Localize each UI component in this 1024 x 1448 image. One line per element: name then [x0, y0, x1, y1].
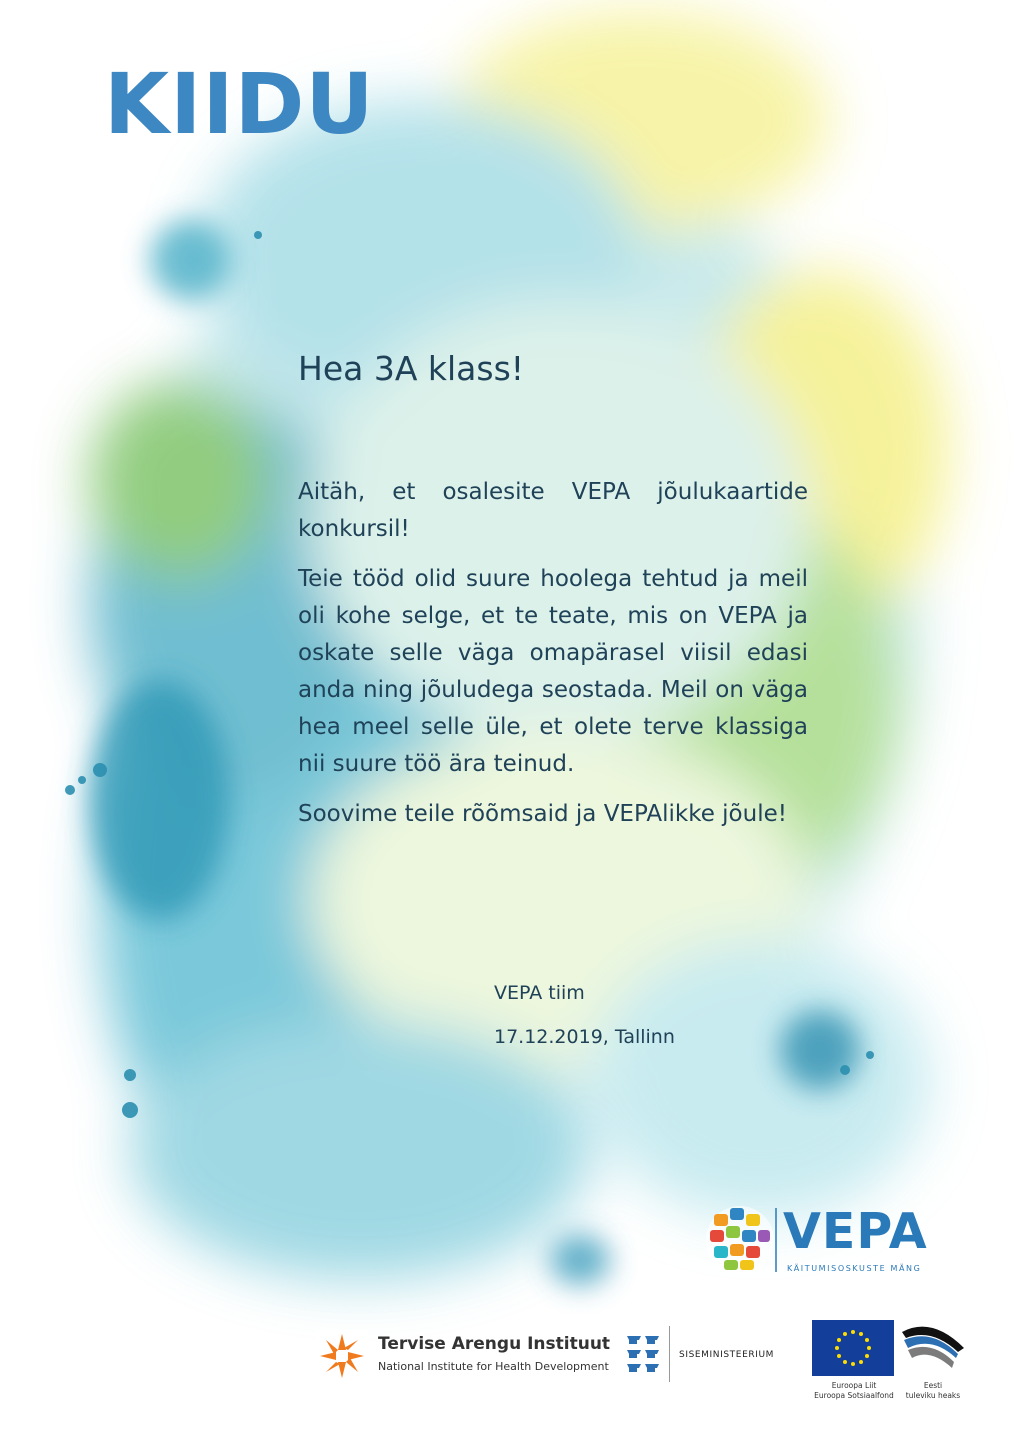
eu-flag-icon — [812, 1320, 894, 1376]
vepa-wordmark: VEPA — [783, 1203, 928, 1260]
eu-caption-line1: Euroopa Liit — [831, 1381, 877, 1390]
eesti-caption-line1: Eesti — [923, 1381, 943, 1390]
eesti-tuleviku-heaks-logo-icon — [898, 1318, 968, 1378]
letter-greeting: Hea 3A klass! — [298, 349, 525, 388]
paragraph-thanks: Aitäh, et osalesite VEPA jõulukaartide konkursil! — [298, 479, 808, 542]
tai-subtitle: National Institute for Health Development — [378, 1360, 609, 1373]
signature: VEPA tiim — [494, 982, 585, 1004]
tai-logo-icon — [316, 1330, 368, 1382]
estonian-coat-of-arms-icon — [623, 1330, 663, 1380]
ministry-name: SISEMINISTEERIUM — [679, 1350, 775, 1360]
tai-name: Tervise Arengu Instituut — [378, 1334, 611, 1354]
eu-caption — [806, 1381, 902, 1401]
eu-caption-line2: Euroopa Sotsiaalfond — [814, 1391, 894, 1400]
letter-body — [298, 474, 808, 846]
paragraph-praise: Teie tööd olid suure hoolega tehtud ja meil oli kohe selge, et te teate, mis on VEPA ja oskate selle väga omapärasel viisil edasi anda ning jõuludega seostada. Meil on väga hea meel selle üle, et olete terve klassiga nii suure töö ära teinud. — [298, 566, 808, 777]
page-title: KIIDU — [104, 55, 375, 153]
date-place: 17.12.2019, Tallinn — [494, 1026, 675, 1048]
vepa-tagline: KÄITUMISOSKUSTE MÄNG — [787, 1264, 922, 1273]
paragraph-wishes: Soovime teile rõõmsaid ja VEPAlikke jõule! — [298, 801, 787, 827]
eesti-caption-line2: tuleviku heaks — [905, 1391, 961, 1400]
eesti-caption — [904, 1381, 962, 1401]
logo-divider — [669, 1326, 670, 1382]
